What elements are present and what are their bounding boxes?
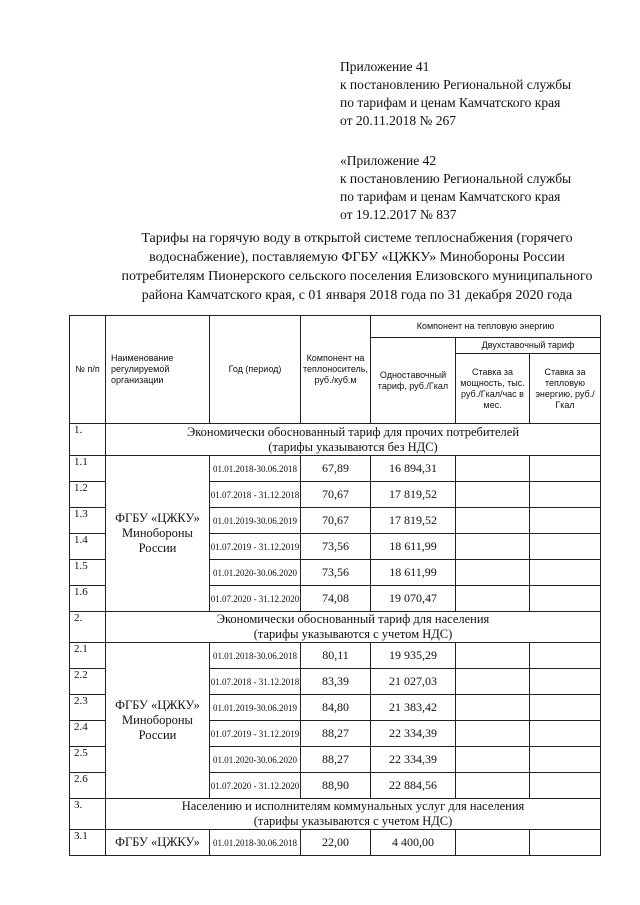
carrier-value: 22,00	[301, 830, 371, 856]
single-rate-value: 16 894,31	[371, 456, 456, 482]
section-header-row	[70, 612, 601, 643]
header-org: Наименование регулируемой организации	[106, 316, 210, 424]
period-cell: 01.07.2018 - 31.12.2018	[210, 669, 301, 695]
section-title-note: (тарифы указываются с учетом НДС)	[253, 627, 453, 641]
row-number: 1.4	[70, 534, 106, 560]
carrier-value: 80,11	[301, 643, 371, 669]
single-rate-value: 19 935,29	[371, 643, 456, 669]
section-title	[106, 799, 601, 830]
period-cell: 01.01.2019-30.06.2019	[210, 508, 301, 534]
header-single-rate: Одноставочный тариф, руб./Гкал	[371, 338, 456, 424]
organization-name: ФГБУ «ЦЖКУ» Минобороны России	[106, 456, 210, 612]
row-number: 1.6	[70, 586, 106, 612]
header-carrier-component: Компонент на теплоноситель, руб./куб.м	[301, 316, 371, 424]
power-rate-value	[456, 721, 530, 747]
period-cell: 01.07.2018 - 31.12.2018	[210, 482, 301, 508]
appendix-42-date-number: от 19.12.2017 № 837	[340, 207, 457, 222]
carrier-value: 70,67	[301, 508, 371, 534]
single-rate-value: 22 884,56	[371, 773, 456, 799]
carrier-value: 73,56	[301, 534, 371, 560]
single-rate-value: 17 819,52	[371, 482, 456, 508]
power-rate-value	[456, 830, 530, 856]
single-rate-value: 19 070,47	[371, 586, 456, 612]
section-title	[106, 424, 601, 456]
single-rate-value: 4 400,00	[371, 830, 456, 856]
header-energy-rate: Ставка за тепловую энергию, руб./Гкал	[530, 354, 601, 424]
carrier-value: 67,89	[301, 456, 371, 482]
period-cell: 01.07.2019 - 31.12.2019	[210, 534, 301, 560]
row-number: 1.5	[70, 560, 106, 586]
section-header-row	[70, 424, 601, 456]
energy-rate-value	[530, 643, 601, 669]
section-title-note: (тарифы указываются с учетом НДС)	[253, 814, 453, 828]
row-number: 3.1	[70, 830, 106, 856]
single-rate-value: 21 383,42	[371, 695, 456, 721]
section-title-note: (тарифы указываются без НДС)	[268, 439, 438, 454]
organization-name: ФГБУ «ЦЖКУ»	[106, 830, 210, 856]
period-cell: 01.01.2020-30.06.2020	[210, 747, 301, 773]
power-rate-value	[456, 560, 530, 586]
power-rate-value	[456, 534, 530, 560]
header-heat-component: Компонент на тепловую энергию	[371, 316, 601, 338]
period-cell: 01.01.2020-30.06.2020	[210, 560, 301, 586]
carrier-value: 74,08	[301, 586, 371, 612]
organization-name: ФГБУ «ЦЖКУ» Минобороны России	[106, 643, 210, 799]
period-cell: 01.01.2018-30.06.2018	[210, 830, 301, 856]
row-number: 2.3	[70, 695, 106, 721]
energy-rate-value	[530, 695, 601, 721]
single-rate-value: 17 819,52	[371, 508, 456, 534]
single-rate-value: 18 611,99	[371, 534, 456, 560]
appendix-41-date-number: от 20.11.2018 № 267	[340, 113, 456, 128]
appendix-42-decree-line: к постановлению Региональной службы	[340, 171, 572, 186]
period-cell: 01.01.2018-30.06.2018	[210, 456, 301, 482]
carrier-value: 88,27	[301, 721, 371, 747]
row-number: 2.4	[70, 721, 106, 747]
title-line: Тарифы на горячую воду в открытой системе теплоснабжения (горячего	[141, 231, 573, 246]
row-number: 1.1	[70, 456, 106, 482]
document-title	[62, 229, 640, 305]
carrier-value: 84,80	[301, 695, 371, 721]
period-cell: 01.07.2020 - 31.12.2020	[210, 773, 301, 799]
section-header-row	[70, 799, 601, 830]
appendix-41-block	[340, 58, 571, 130]
section-number: 1.	[70, 424, 106, 456]
header-two-rate: Двухставочный тариф	[456, 338, 601, 354]
power-rate-value	[456, 747, 530, 773]
table-row	[70, 643, 601, 669]
energy-rate-value	[530, 721, 601, 747]
appendix-41-title: Приложение 41	[340, 59, 430, 74]
title-line: потребителям Пионерского сельского поселения Елизовского муниципального	[121, 269, 593, 284]
power-rate-value	[456, 482, 530, 508]
period-cell: 01.07.2019 - 31.12.2019	[210, 721, 301, 747]
carrier-value: 73,56	[301, 560, 371, 586]
section-title	[106, 612, 601, 643]
energy-rate-value	[530, 586, 601, 612]
power-rate-value	[456, 669, 530, 695]
energy-rate-value	[530, 482, 601, 508]
tariff-table	[69, 315, 601, 856]
energy-rate-value	[530, 747, 601, 773]
power-rate-value	[456, 773, 530, 799]
section-number: 3.	[70, 799, 106, 830]
carrier-value: 88,90	[301, 773, 371, 799]
section-title-line: Экономически обоснованный тариф для населения	[216, 612, 490, 626]
single-rate-value: 18 611,99	[371, 560, 456, 586]
row-number: 2.1	[70, 643, 106, 669]
title-line: водоснабжение), поставляемую ФГБУ «ЦЖКУ» Минобороны России	[149, 250, 565, 265]
energy-rate-value	[530, 508, 601, 534]
title-line: района Камчатского края, с 01 января 2018 года по 31 декабря 2020 года	[141, 288, 573, 303]
appendix-42-title: «Приложение 42	[340, 153, 437, 168]
appendix-41-service-line: по тарифам и ценам Камчатского края	[340, 95, 561, 110]
appendix-42-block	[340, 152, 571, 224]
period-cell: 01.07.2020 - 31.12.2020	[210, 586, 301, 612]
carrier-value: 70,67	[301, 482, 371, 508]
period-cell: 01.01.2019-30.06.2019	[210, 695, 301, 721]
appendix-42-service-line: по тарифам и ценам Камчатского края	[340, 189, 561, 204]
energy-rate-value	[530, 560, 601, 586]
energy-rate-value	[530, 456, 601, 482]
row-number: 2.5	[70, 747, 106, 773]
power-rate-value	[456, 695, 530, 721]
row-number: 1.2	[70, 482, 106, 508]
table-row	[70, 830, 601, 856]
energy-rate-value	[530, 830, 601, 856]
power-rate-value	[456, 643, 530, 669]
section-title-line: Населению и исполнителям коммунальных услуг для населения	[181, 799, 525, 813]
row-number: 1.3	[70, 508, 106, 534]
header-power-rate: Ставка за мощность, тыс. руб./Гкал/час в мес.	[456, 354, 530, 424]
power-rate-value	[456, 586, 530, 612]
energy-rate-value	[530, 534, 601, 560]
row-number: 2.2	[70, 669, 106, 695]
table-row	[70, 456, 601, 482]
carrier-value: 88,27	[301, 747, 371, 773]
energy-rate-value	[530, 773, 601, 799]
section-number: 2.	[70, 612, 106, 643]
section-title-line: Экономически обоснованный тариф для прочих потребителей	[186, 424, 520, 439]
period-cell: 01.01.2018-30.06.2018	[210, 643, 301, 669]
header-num: № п/п	[70, 316, 106, 424]
header-period: Год (период)	[210, 316, 301, 424]
power-rate-value	[456, 456, 530, 482]
appendix-41-decree-line: к постановлению Региональной службы	[340, 77, 572, 92]
energy-rate-value	[530, 669, 601, 695]
power-rate-value	[456, 508, 530, 534]
single-rate-value: 22 334,39	[371, 747, 456, 773]
carrier-value: 83,39	[301, 669, 371, 695]
row-number: 2.6	[70, 773, 106, 799]
single-rate-value: 22 334,39	[371, 721, 456, 747]
single-rate-value: 21 027,03	[371, 669, 456, 695]
